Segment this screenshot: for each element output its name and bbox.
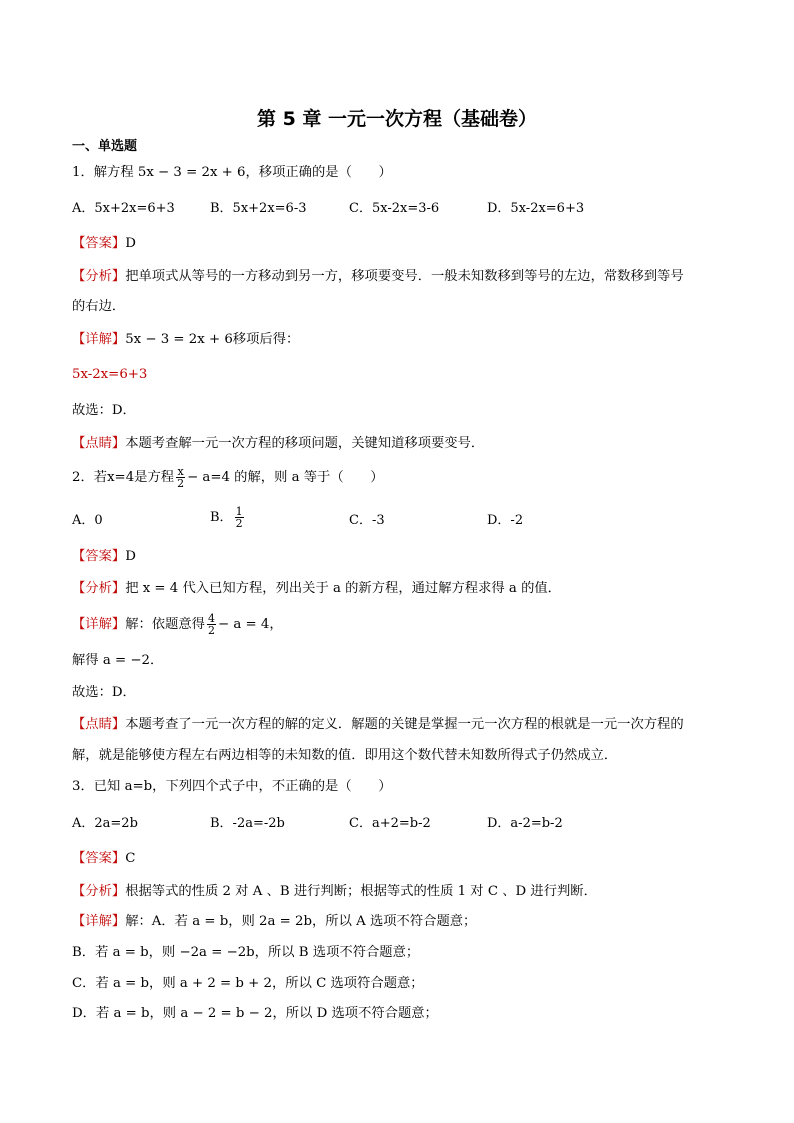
q2-option-d: D．-2 [487, 513, 524, 528]
q2-detail-fraction [207, 613, 216, 636]
q1-comment [72, 435, 484, 453]
analysis-text: 把单项式从等号的一方移动到另一方，移项要变号．一般未知数移到等号的左边，常数移到等号 [125, 269, 684, 284]
q2-stem-mid: x=4是方程 [107, 470, 175, 485]
detail-tag: 【详解】 [72, 914, 126, 929]
question-1-stem: 1．解方程 5x − 3 = 2x + 6，移项正确的是（ ） [72, 165, 392, 180]
q3-option-c: C．a+2=b-2 [349, 816, 431, 831]
q1-answer [72, 235, 136, 253]
question-3-stem: 3．已知 a=b，下列四个式子中，不正确的是（ ） [72, 779, 392, 794]
q3-answer [72, 850, 135, 868]
comment-text: 本题考查解一元一次方程的移项问题，关键知道移项要变号． [125, 436, 485, 451]
detail-tag: 【详解】 [72, 617, 126, 632]
q2-comment [72, 716, 684, 734]
answer-value: C [125, 851, 136, 866]
q2-option-c: C．-3 [349, 513, 385, 528]
q1-option-b: B．5x+2x=6-3 [210, 201, 307, 216]
answer-tag: 【答案】 [72, 549, 126, 564]
q2-detail-num: 4 [207, 612, 215, 625]
q2-fraction-den: 2 [177, 477, 185, 490]
q2-stem-start: 2．若 [72, 470, 108, 485]
q1-analysis [72, 268, 684, 286]
q2-option-b-num: 1 [235, 505, 243, 518]
analysis-tag: 【分析】 [72, 269, 126, 284]
analysis-tag: 【分析】 [72, 884, 126, 899]
q2-answer [72, 548, 136, 566]
q2-fraction-num: x [177, 465, 184, 478]
q2-option-b [210, 506, 246, 529]
comment-text: 本题考查了一元一次方程的解的定义．解题的关键是掌握一元一次方程的根就是一元一次方程的 [125, 717, 684, 732]
q3-option-b: B．-2a=-2b [210, 816, 285, 831]
comment-tag: 【点睛】 [72, 717, 126, 732]
q1-option-a: A．5x+2x=6+3 [72, 201, 175, 216]
q2-analysis [72, 580, 561, 598]
q3-option-a: A．2a=2b [72, 816, 138, 831]
q1-choose: 故选：D． [72, 403, 136, 418]
section-heading: 一、单选题 [72, 139, 138, 154]
q2-stem-end: − a=4 的解，则 a 等于（ ） [187, 470, 384, 485]
q2-solve: 解得 a = −2． [72, 653, 164, 668]
answer-value: D [125, 236, 136, 251]
q3-detail [72, 913, 476, 931]
detail-text: 5x − 3 = 2x + 6移项后得： [125, 332, 300, 347]
q1-step: 5x-2x=6+3 [72, 367, 148, 382]
q2-option-a: A．0 [72, 513, 103, 528]
q1-detail [72, 331, 299, 349]
q2-fraction [176, 466, 185, 489]
q2-detail [72, 613, 283, 636]
q3-line-d: D．若 a = b，则 a − 2 = b − 2，所以 D 选项不符合题意； [72, 1006, 438, 1021]
q3-line-c: C．若 a = b，则 a + 2 = b + 2，所以 C 选项符合题意； [72, 976, 424, 991]
answer-value: D [125, 549, 136, 564]
q2-option-b-label: B． [210, 510, 233, 525]
q3-option-d: D．a-2=b-2 [487, 816, 563, 831]
comment-tag: 【点睛】 [72, 436, 126, 451]
answer-tag: 【答案】 [72, 236, 126, 251]
q2-option-b-fraction [235, 506, 244, 529]
detail-text: 解：A．若 a = b，则 2a = 2b，所以 A 选项不符合题意； [125, 914, 477, 929]
detail-text-end: − a = 4， [217, 617, 283, 632]
analysis-text: 根据等式的性质 2 对 A 、B 进行判断；根据等式的性质 1 对 C 、D 进行判断． [125, 884, 597, 899]
detail-tag: 【详解】 [72, 332, 126, 347]
q2-choose: 故选：D． [72, 685, 136, 700]
analysis-text: 把 x = 4 代入已知方程，列出关于 a 的新方程，通过解方程求得 a 的值． [125, 581, 561, 596]
q2-option-b-den: 2 [235, 517, 243, 530]
q3-line-b: B．若 a = b，则 −2a = −2b，所以 B 选项不符合题意； [72, 945, 420, 960]
q2-comment-cont: 解，就是能够使方程左右两边相等的未知数的值．即用这个数代替未知数所得式子仍然成立． [72, 748, 618, 763]
q3-analysis [72, 883, 597, 901]
page-title: 第 5 章 一元一次方程（基础卷） [256, 108, 538, 130]
detail-text: 解：依题意得 [125, 617, 205, 632]
question-2-stem [72, 466, 384, 489]
analysis-tag: 【分析】 [72, 581, 126, 596]
answer-tag: 【答案】 [72, 851, 126, 866]
q2-detail-den: 2 [207, 624, 215, 637]
q1-option-c: C．5x-2x=3-6 [349, 201, 440, 216]
q1-analysis-cont: 的右边． [72, 299, 126, 314]
q1-option-d: D．5x-2x=6+3 [487, 201, 585, 216]
